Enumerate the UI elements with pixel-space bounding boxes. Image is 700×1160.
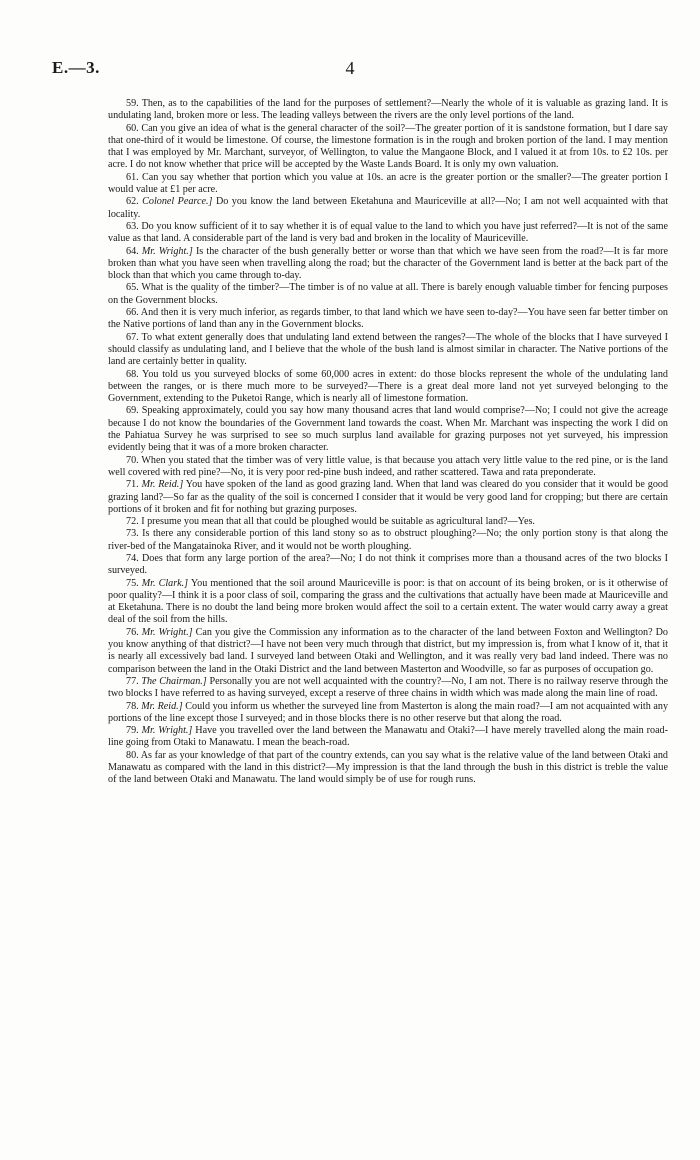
question-text: Can you say whether that portion which you value at 10s. an acre is the greater portion or the smaller?—The greater portion I would value at £1 per acre. bbox=[108, 171, 668, 196]
question-text: Personally you are not well acquainted with the country?—No, I am not. There is no railway reserve through the two blocks I have referred to as having surveyed, except a reserve of three chains in width which was made along the main line of road. bbox=[108, 675, 669, 700]
question-text: Can you give an idea of what is the general character of the soil?—The greater portion of it is sandstone formation, but I dare say that one-third of it would be limestone. Of course, the limestone formation is in the rough and broken portion of the land. I may mention that I was employed by Mr. Marchant, surveyor, of Wellington, to value the Mangaone Block, and I valued it at from 10s. to £2 10s. per acre. I do not know whether that price will be accepted by the Waste Lands Board. It is only my own valuation. bbox=[108, 122, 668, 171]
question-number: 62. bbox=[126, 196, 139, 208]
question-number: 78. bbox=[126, 700, 139, 712]
question-paragraph bbox=[108, 516, 668, 528]
question-text: Then, as to the capabilities of the land for the purposes of settlement?—Nearly the whole of it is valuable as grazing land. It is undulating land, broken more or less. The leading valleys between the rivers are the only level portions of the land. bbox=[108, 98, 668, 122]
question-number: 69. bbox=[126, 405, 139, 417]
question-paragraph bbox=[108, 369, 668, 406]
question-number: 71. bbox=[126, 479, 139, 491]
question-paragraph bbox=[108, 307, 668, 332]
question-number: 77. bbox=[126, 675, 139, 687]
question-number: 65. bbox=[126, 282, 139, 294]
question-paragraph bbox=[108, 553, 668, 578]
question-paragraph bbox=[108, 701, 668, 726]
question-text: You have spoken of the land as good grazing land. When that land was cleared do you consider that it would be good grazing land?—So far as the quality of the soil is concerned I consider that it would be very good land for cropping; but there are certain portions of it broken and fit for nothing but grazing purposes. bbox=[108, 479, 669, 515]
speaker-name: The Chairman.] bbox=[141, 675, 207, 687]
question-paragraph bbox=[108, 725, 668, 750]
question-paragraph bbox=[108, 282, 668, 307]
question-number: 60. bbox=[126, 122, 139, 134]
speaker-name: Mr. Reid.] bbox=[141, 479, 184, 491]
question-text: Could you inform us whether the surveyed line from Masterton is along the main road?—I am not acquainted with any portions of the line except those I surveyed; and in those blocks there is no other reserve but that along the road. bbox=[108, 700, 669, 724]
question-number: 63. bbox=[126, 220, 139, 232]
question-text: Is there any considerable portion of this land stony so as to obstruct ploughing?—No; the only portion stony is that along the river-bed of the Mangatainoka River, and it would not be worth ploughing. bbox=[108, 528, 668, 552]
question-number: 67. bbox=[126, 331, 139, 343]
speaker-name: Mr. Clark.] bbox=[141, 577, 189, 589]
question-paragraph bbox=[108, 123, 668, 172]
question-number: 80. bbox=[126, 749, 139, 761]
question-number: 74. bbox=[126, 552, 139, 564]
question-number: 76. bbox=[126, 626, 139, 638]
question-text: You mentioned that the soil around Mauriceville is poor: is that on account of its being broken, or is it otherwise of poor quality?—I think it is a poor class of soil, comparing the grass and the cultivations that actually have been made at Mauriceville and at Eketahuna. There is no doubt the land being more broken would affect the soil to a certain extent. The water would carry away a great deal of the soil from the hills. bbox=[108, 577, 668, 626]
question-paragraph bbox=[108, 627, 668, 676]
question-text: I presume you mean that all that could be ploughed would be suitable as agricultural land?—Yes. bbox=[141, 516, 535, 528]
question-paragraph bbox=[108, 578, 668, 627]
speaker-name: Mr. Wright.] bbox=[141, 626, 193, 638]
question-number: 61. bbox=[126, 171, 139, 183]
question-paragraph bbox=[108, 455, 668, 480]
testimony-body bbox=[108, 98, 668, 787]
question-paragraph bbox=[108, 196, 668, 221]
question-paragraph bbox=[108, 479, 668, 516]
page-header bbox=[52, 58, 648, 82]
question-number: 66. bbox=[126, 307, 139, 319]
question-number: 59. bbox=[126, 98, 139, 109]
question-paragraph bbox=[108, 528, 668, 553]
question-number: 79. bbox=[126, 725, 139, 737]
question-text: You told us you surveyed blocks of some 60,000 acres in extent: do those blocks represent the whole of the undulating land between the ranges, or is there much more to be surveyed?—There is a great deal more land not yet surveyed belonging to the Government, extending to the Puketoi Range, which is nearly all of limestone formation. bbox=[108, 368, 668, 405]
document-code: E.—3. bbox=[52, 58, 100, 77]
speaker-name: Mr. Reid.] bbox=[141, 700, 183, 712]
question-number: 68. bbox=[126, 368, 139, 380]
question-number: 73. bbox=[126, 528, 139, 540]
question-paragraph bbox=[108, 750, 668, 787]
speaker-name: Mr. Wright.] bbox=[141, 725, 193, 737]
question-paragraph bbox=[108, 332, 668, 369]
question-text: Is the character of the bush generally better or worse than that which we have seen from the road?—It is far more broken than what you have seen when travelling along the road; but the character of the Government land is better at the back part of the block than that which you came through to-day. bbox=[108, 245, 668, 282]
question-text: Do you know the land between Eketahuna and Mauriceville at all?—No; I am not well acquainted with that locality. bbox=[108, 196, 669, 220]
question-number: 75. bbox=[126, 577, 139, 589]
question-number: 70. bbox=[126, 454, 139, 466]
question-text: Can you give the Commission any information as to the character of the land between Foxton and Wellington? Do you know anything of that district?—I have not been very much through that district, but my impression is, from what I know of it, that it is nearly all excessively bad land. I surveyed land between Otaki and Wellington, and it was really very bad land indeed. There was no comparison between the land in the Otaki District and the land between Masterton and Woodville, so far as purposes of occupation go. bbox=[108, 626, 668, 675]
question-text: What is the quality of the timber?—The timber is of no value at all. There is barely enough valuable timber for fencing purposes on the Government blocks. bbox=[108, 282, 668, 306]
question-paragraph bbox=[108, 172, 668, 197]
question-paragraph bbox=[108, 98, 668, 123]
question-text: Have you travelled over the land between the Manawatu and Otaki?—I have merely travelled along the main road-line going from Otaki to Manawatu. I mean the beach-road. bbox=[108, 725, 668, 749]
question-text: And then it is very much inferior, as regards timber, to that land which we have seen to-day?—You have seen far better timber on the Native portions of land than any in the Government blocks. bbox=[108, 307, 668, 331]
question-text: Speaking approximately, could you say how many thousand acres that land would comprise?—No; I could not give the acreage because I do not know the boundaries of the Government land towards the coast. When Mr. Marchant was inspecting the work I did on the Pahiatua Survey he was surprised to see so much surplus land available for grazing purposes not yet surveyed, his impression evidently being that it was of a more broken character. bbox=[108, 405, 668, 454]
question-paragraph bbox=[108, 246, 668, 283]
question-text: When you stated that the timber was of very little value, is that because you attach very little value to the red pine, or is the land well covered with red pine?—No, it is very poor red-pine bush indeed, and rather scattered. Tawa and rata preponderate. bbox=[108, 454, 668, 478]
question-text: Does that form any large portion of the area?—No; I do not think it comprises more than a thousand acres of the two blocks I surveyed. bbox=[108, 552, 669, 577]
question-text: As far as your knowledge of that part of the country extends, can you say what is the relative value of the land between Otaki and Manawatu as compared with the land in this district?—My impression is that the land through the bush in this district is treble the value of the land between Otaki and Manawatu. The land would simply be of use for rough runs. bbox=[108, 749, 668, 786]
question-number: 72. bbox=[126, 516, 139, 528]
question-paragraph bbox=[108, 676, 668, 701]
question-text: To what extent generally does that undulating land extend between the ranges?—The whole of the blocks that I have surveyed I should classify as undulating land, and I believe that the whole of the bush land is almost similar in character. The Native portions of the land are certainly better in quality. bbox=[108, 331, 668, 368]
question-number: 64. bbox=[126, 245, 139, 257]
question-text: Do you know sufficient of it to say whether it is of equal value to the land to which you have just referred?—It is not of the same value as that land. A considerable part of the land is very bad and broken in the locality of Mauriceville. bbox=[108, 220, 668, 245]
speaker-name: Mr. Wright.] bbox=[141, 245, 193, 257]
page-number: 4 bbox=[345, 58, 355, 78]
question-paragraph bbox=[108, 405, 668, 454]
question-paragraph bbox=[108, 221, 668, 246]
speaker-name: Colonel Pearce.] bbox=[142, 196, 213, 208]
